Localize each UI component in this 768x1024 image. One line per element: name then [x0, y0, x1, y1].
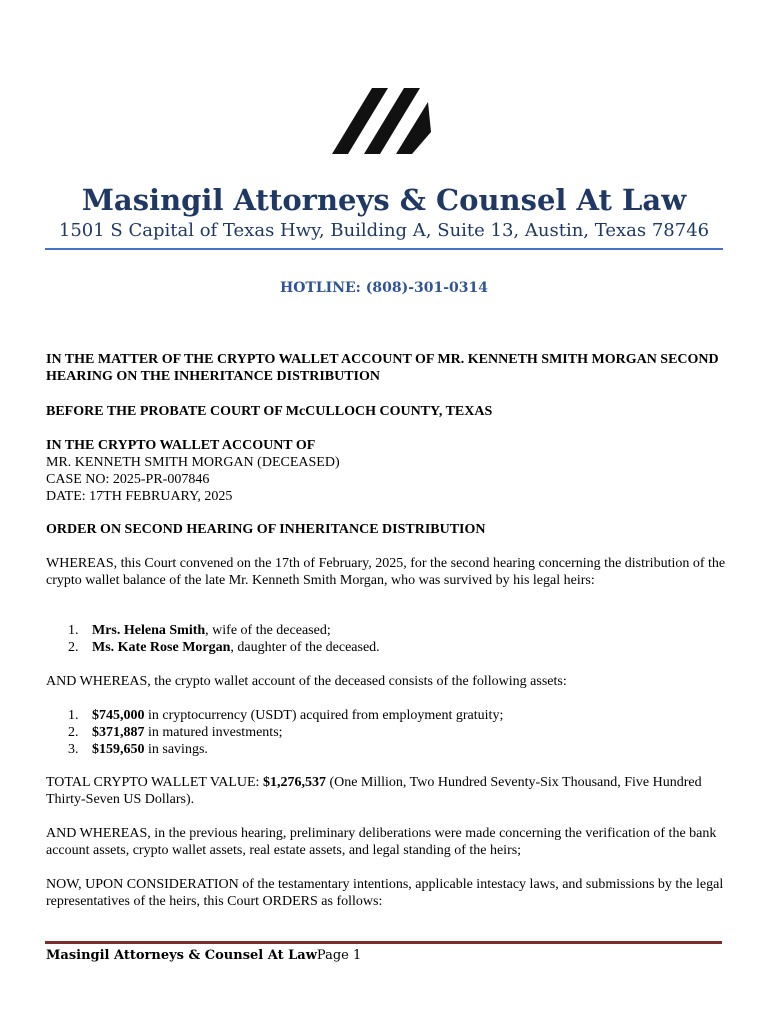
list-item	[46, 741, 726, 758]
now-upon-paragraph: NOW, UPON CONSIDERATION of the testamentary intentions, applicable intestacy laws, and submissions by the legal representatives of the heirs, this Court ORDERS as follows:	[46, 877, 724, 909]
account-of-heading: IN THE CRYPTO WALLET ACCOUNT OF	[46, 438, 316, 453]
hotline: HOTLINE: (808)-301-0314	[279, 280, 489, 296]
matter-heading: IN THE MATTER OF THE CRYPTO WALLET ACCOUNT OF MR. KENNETH SMITH MORGAN SECOND HEARING ON THE INHERITANCE DISTRIBUTION	[46, 352, 719, 384]
case-date: DATE: 17TH FEBRUARY, 2025	[46, 489, 233, 504]
asset-description: in savings.	[144, 742, 208, 757]
asset-description: in cryptocurrency (USDT) acquired from employment gratuity;	[144, 708, 504, 723]
footer-firm-name: Masingil Attorneys & Counsel At Law	[46, 948, 317, 963]
heirs-list	[46, 622, 726, 656]
list-item	[46, 622, 726, 639]
court-heading: BEFORE THE PROBATE COURT OF McCULLOCH COUNTY, TEXAS	[46, 404, 493, 419]
assets-list	[46, 707, 726, 758]
case-details	[46, 437, 726, 505]
total-label: TOTAL CRYPTO WALLET VALUE:	[46, 775, 263, 790]
list-item	[46, 724, 726, 741]
list-number: 3.	[68, 742, 79, 757]
page-number: Page 1	[316, 948, 362, 963]
list-number: 2.	[68, 640, 79, 655]
total-words: (One Million, Two Hundred Seventy-Six Thousand, Five Hundred Thirty-Seven US Dollars).	[46, 775, 702, 807]
asset-amount: $159,650	[92, 742, 145, 757]
heir-relation: , daughter of the deceased.	[230, 640, 380, 655]
total-value	[46, 774, 726, 808]
deceased-name: MR. KENNETH SMITH MORGAN (DECEASED)	[46, 455, 340, 470]
list-number: 2.	[68, 725, 79, 740]
heir-name: Mrs. Helena Smith	[92, 623, 206, 638]
list-number: 1.	[68, 708, 79, 723]
list-item	[46, 639, 726, 656]
footer-divider	[45, 941, 722, 944]
list-item	[46, 707, 726, 724]
asset-amount: $745,000	[92, 708, 145, 723]
header-divider	[45, 248, 723, 250]
heir-name: Ms. Kate Rose Morgan	[92, 640, 231, 655]
list-number: 1.	[68, 623, 79, 638]
page-footer	[46, 948, 361, 963]
heir-relation: , wife of the deceased;	[205, 623, 331, 638]
firm-address: 1501 S Capital of Texas Hwy, Building A, Suite 13, Austin, Texas 78746	[58, 220, 710, 241]
whereas-paragraph-1: WHEREAS, this Court convened on the 17th of February, 2025, for the second hearing concerning the distribution of the crypto wallet balance of the late Mr. Kenneth Smith Morgan, who was survived by his legal heirs:	[46, 556, 726, 588]
case-number: CASE NO: 2025-PR-007846	[46, 472, 210, 487]
whereas-paragraph-3: AND WHEREAS, in the previous hearing, preliminary deliberations were made concerning the verification of the bank account assets, crypto wallet assets, real estate assets, and legal standing of the heirs;	[46, 826, 717, 858]
whereas-paragraph-2: AND WHEREAS, the crypto wallet account of the deceased consists of the following assets:	[46, 674, 567, 689]
order-title: ORDER ON SECOND HEARING OF INHERITANCE DISTRIBUTION	[46, 522, 486, 537]
asset-description: in matured investments;	[144, 725, 283, 740]
firm-name: Masingil Attorneys & Counsel At Law	[81, 183, 687, 217]
total-amount: $1,276,537	[262, 775, 326, 790]
firm-logo-icon	[328, 82, 434, 156]
asset-amount: $371,887	[92, 725, 145, 740]
